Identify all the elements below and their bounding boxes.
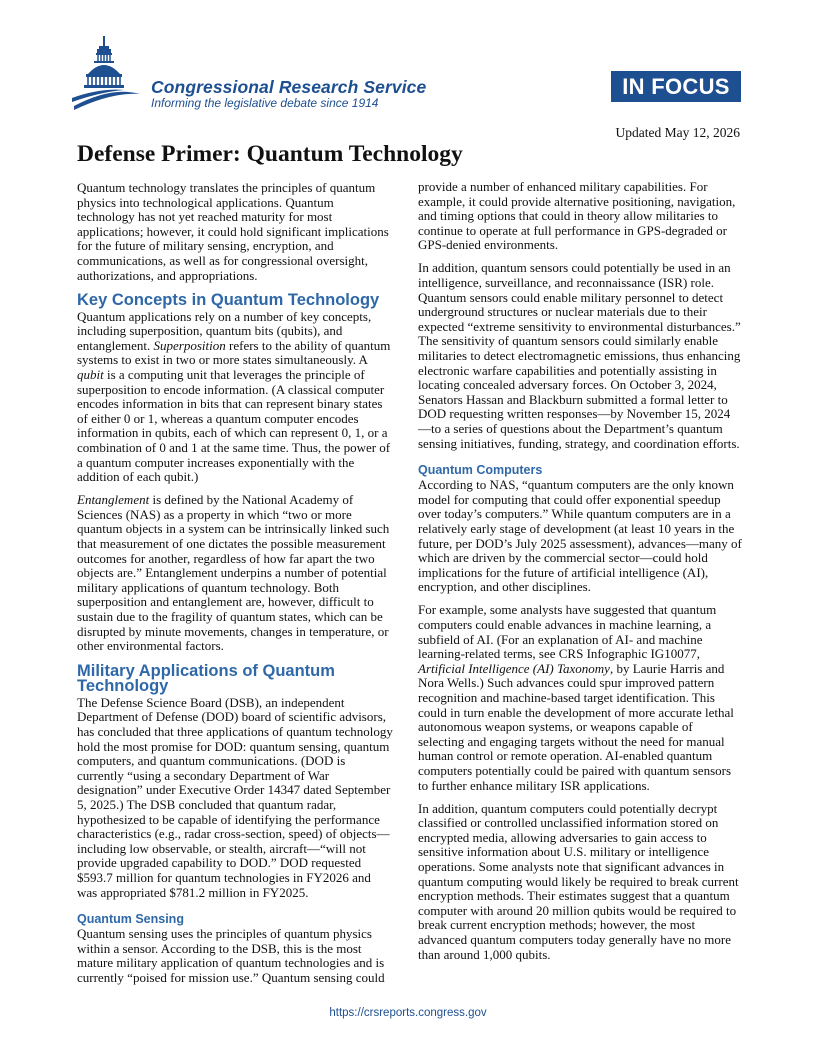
heading-key-concepts: Key Concepts in Quantum Technology (77, 291, 380, 310)
key-concepts-paragraph-1: Quantum applications rely on a number of key concepts, including superposition, quantum bits (qubits), and entanglement. Superposition refers to the ability of quantum systems to exist in two or more states simultaneously. A qubit is a computing unit that leverages the principle of superposition to encode information. (A classical computer encodes information in bits that can represent binary states of either 0 or 1, whereas a quantum computer encodes information in qubits, each of which can represent 0, 1, or a combination of 0 and 1 at the same time. Thus, the power of a quantum computer increases exponentially with the addition of each qubit.) (77, 308, 391, 485)
isr-paragraph: In addition, quantum sensors could potentially be used in an intelligence, surveillance, and reconnaissance (ISR) role. Quantum sensors could enable military personnel to detect underground structures or nuclear materials due to their expected “extreme sensitivity to environmental disturbances.” The sensitivity of quantum sensors could similarly enable militaries to detect electromagnetic emissions, thus enhancing electronic warfare capabilities and potentially assisting in locating concealed adversary forces. On October 3, 2024, Senators Hassan and Blackburn submitted a formal letter to DOD requesting written responses—by November 15, 2024—to a series of questions about the Department’s quantum sensing initiatives, funding, strategy, and coordination efforts. (418, 260, 741, 451)
military-applications-paragraph: The Defense Science Board (DSB), an independent Department of Defense (DOD) board of scientific advisors, has concluded that three applications of quantum technology hold the most promise for DOD: quantum sensing, quantum computers, and quantum communications. (DOD is currently “using a secondary Department of War designation” under Executive Order 14347 dated September 5, 2025.) The DSB concluded that quantum radar, hypothesized to be capable of identifying the performance characteristics (e.g., radar cross-section, speed) of objects—including low observable, or stealth, aircraft—“will not provide upgraded capability to DOD.” DOD requested $593.7 million for quantum technologies in FY2026 and was appropriated $781.2 million in FY2025. (77, 694, 393, 900)
org-tagline: Informing the legislative debate since 1914 (151, 96, 379, 110)
crs-capitol-dome-logo (72, 34, 142, 114)
page-title: Defense Primer: Quantum Technology (77, 141, 463, 167)
footer-link[interactable]: https://crsreports.congress.gov (329, 1007, 487, 1019)
computers-paragraph-3: In addition, quantum computers could potentially decrypt classified or controlled unclassified information stored on encrypted media, allowing adversaries to gain access to sensitive information about U.S. military or intelligence operations. Some analysts note that significant advances in quantum computing would likely be required to break current encryption methods. Their estimates suggest that a quantum computer with around 20 million qubits would be required to break current encryption methods; however, the most advanced quantum computers today generally have no more than around 1,000 qubits. (418, 800, 739, 962)
intro-paragraph: Quantum technology translates the principles of quantum physics into technological applications. Quantum technology has not yet reached maturity for most applications; however, it could hold significant implications for the future of military sensing, encryption, and communications, as well as for congressional oversight, authorizations, and appropriations. (77, 180, 389, 283)
heading-military-applications: Military Applications of Quantum Technology (77, 661, 335, 696)
right-column (418, 180, 742, 971)
computers-paragraph-1: According to NAS, “quantum computers are the only known model for computing that could offer exponential speedup over today’s computers.” While quantum computers are in a relatively early stage of development (at least 10 years in the future, per DOD’s July 2025 assessment), advances—many of which are driven by the commercial sector—could hold implications for the future of artificial intelligence (AI), encryption, and other disciplines. (418, 477, 742, 595)
heading-quantum-sensing: Quantum Sensing (77, 912, 184, 927)
org-name: Congressional Research Service (151, 77, 427, 97)
in-focus-badge: IN FOCUS (611, 71, 741, 102)
left-column (77, 181, 393, 994)
quantum-sensing-paragraph: Quantum sensing uses the principles of quantum physics within a sensor. According to the DSB, this is the most mature military application of quantum technologies and is currently “poised for mission use.” Quantum sensing could (77, 926, 385, 985)
key-concepts-paragraph-2: Entanglement is defined by the National Academy of Sciences (NAS) as a property in which “two or more quantum objects in a system can be intrinsically linked such that measurement of one dictates the possible measurement outcomes for another, regardless of how far apart the two objects are.” Entanglement underpins a number of potential military applications of quantum technology. Both superposition and entanglement are, however, difficult to sustain due to the fragility of quantum states, which can be disrupted by minute movements, changes in temperature, or other environmental factors. (77, 492, 390, 654)
updated-date: Updated May 12, 2026 (615, 125, 740, 140)
heading-quantum-computers: Quantum Computers (418, 463, 543, 478)
computers-paragraph-2: For example, some analysts have suggested that quantum computers could enable advances in machine learning, a subfield of AI. (For an explanation of AI- and machine learning-related terms, see CRS Infographic IG10077, Artificial Intelligence (AI) Taxonomy, by Laurie Harris and Nora Wells.) Such advances could spur improved pattern recognition and machine-based target identification. This could in turn enable the development of more accurate lethal autonomous weapon systems, or weapons capable of selecting and engaging targets without the need for manual human control or remote operation. AI-enabled quantum computers potentially could be paired with quantum sensors to further enhance military ISR applications. (418, 602, 734, 793)
sensing-continued-paragraph: provide a number of enhanced military capabilities. For example, it could provide alternative positioning, navigation, and timing options that could in theory allow militaries to continue to operate at full performance in GPS-degraded or GPS-denied environments. (418, 179, 736, 253)
